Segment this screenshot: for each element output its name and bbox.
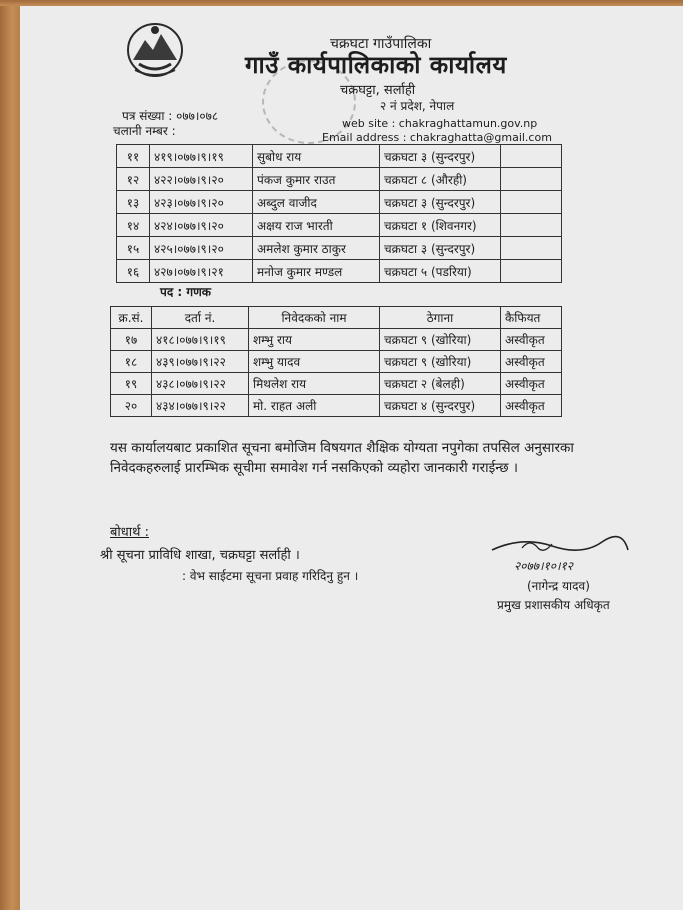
address-cell: चक्रघटा १ (शिवनगर): [380, 214, 501, 237]
notice-paragraph: यस कार्यालयबाट प्रकाशित सूचना बमोजिम विषयगत शैक्षिक योग्यता नपुगेका तपसिल अनुसारका निवेदकहरुलाई प्रारम्भिक सूचीमा समावेश गर्न नसकिएको व्यहोरा जानकारी गराईन्छ ।: [110, 440, 574, 476]
letter-reference-number: पत्र संख्या : ०७७।०७८: [122, 109, 219, 123]
serial-cell: १४: [117, 214, 150, 237]
address-cell: चक्रघटा ३ (सुन्दरपुर): [380, 237, 501, 260]
registration-cell: ४२४।०७७।९।२०: [150, 214, 253, 237]
remarks-cell: [501, 214, 562, 237]
table-row: [117, 260, 562, 283]
column-header-address: ठेगाना: [380, 307, 501, 329]
signatory-name: (नागेन्द्र यादव): [527, 579, 590, 593]
address-cell: चक्रघटा ९ (खोरिया): [380, 329, 501, 351]
applicants-table-continued: [116, 144, 562, 283]
serial-cell: १६: [117, 260, 150, 283]
office-name-small: चक्रघटा गाउँपालिका: [330, 36, 432, 52]
applicants-table-accountant: [110, 306, 562, 417]
cc-instruction: : वेभ साईटमा सूचना प्रवाह गरिदिनु हुन ।: [182, 569, 359, 583]
registration-cell: ४२३।०७७।९।२०: [150, 191, 253, 214]
registration-cell: ४१९।०७७।९।१९: [150, 145, 253, 168]
remarks-cell: अस्वीकृत: [501, 351, 562, 373]
cc-recipient: श्री सूचना प्राविधि शाखा, चक्रघट्टा सर्लाही ।: [100, 548, 300, 563]
remarks-cell: अस्वीकृत: [501, 395, 562, 417]
table-surface: [0, 0, 20, 910]
table-row: [117, 145, 562, 168]
applicant-name-cell: सुबोध राय: [253, 145, 380, 168]
registration-cell: ४१८।०७७।९।१९: [152, 329, 249, 351]
table-row: [111, 351, 562, 373]
applicant-name-cell: शम्भु यादव: [249, 351, 380, 373]
serial-cell: १५: [117, 237, 150, 260]
post-label: पद : गणक: [160, 285, 211, 299]
registration-cell: ४३८।०७७।९।२२: [152, 373, 249, 395]
remarks-cell: [501, 237, 562, 260]
column-header-applicant-name: निवेदकको नाम: [249, 307, 380, 329]
remarks-cell: [501, 145, 562, 168]
office-address: चक्रघट्टा, सर्लाही: [340, 83, 416, 98]
applicant-name-cell: अक्षय राज भारती: [253, 214, 380, 237]
office-website: web site : chakraghattamun.gov.np: [342, 117, 538, 130]
address-cell: चक्रघटा ९ (खोरिया): [380, 351, 501, 373]
applicant-name-cell: अब्दुल वाजीद: [253, 191, 380, 214]
serial-cell: १८: [111, 351, 152, 373]
registration-cell: ४३४।०७७।९।२२: [152, 395, 249, 417]
registration-cell: ४३९।०७७।९।२२: [152, 351, 249, 373]
column-header-registration: दर्ता नं.: [152, 307, 249, 329]
table-row: [117, 237, 562, 260]
address-cell: चक्रघटा ५ (पडरिया): [380, 260, 501, 283]
serial-cell: २०: [111, 395, 152, 417]
serial-cell: १३: [117, 191, 150, 214]
serial-cell: १७: [111, 329, 152, 351]
remarks-cell: अस्वीकृत: [501, 373, 562, 395]
table-row: [117, 214, 562, 237]
registration-cell: ४२२।०७७।९।२०: [150, 168, 253, 191]
table-row: [111, 329, 562, 351]
serial-cell: १२: [117, 168, 150, 191]
table-row: [111, 373, 562, 395]
signatory-title: प्रमुख प्रशासकीय अधिकृत: [497, 598, 610, 612]
table-row: [117, 168, 562, 191]
applicant-name-cell: अमलेश कुमार ठाकुर: [253, 237, 380, 260]
column-header-remarks: कैफियत: [501, 307, 562, 329]
address-cell: चक्रघटा २ (बेलही): [380, 373, 501, 395]
address-cell: चक्रघटा ४ (सुन्दरपुर): [380, 395, 501, 417]
office-name-title: गाउँ कार्यपालिकाको कार्यालय: [245, 51, 507, 79]
applicant-name-cell: मिथलेश राय: [249, 373, 380, 395]
address-cell: चक्रघटा ३ (सुन्दरपुर): [380, 191, 501, 214]
address-cell: चक्रघटा ८ (औरही): [380, 168, 501, 191]
remarks-cell: अस्वीकृत: [501, 329, 562, 351]
cc-label: बोधार्थ :: [110, 525, 149, 540]
dispatch-number-label: चलानी नम्बर :: [113, 124, 176, 138]
column-header-serial: क्र.सं.: [111, 307, 152, 329]
remarks-cell: [501, 191, 562, 214]
handwritten-signature: [482, 532, 632, 576]
table-row: [111, 395, 562, 417]
applicant-name-cell: पंकज कुमार राउत: [253, 168, 380, 191]
office-email: Email address : chakraghatta@gmail.com: [322, 131, 552, 144]
table-row: [117, 191, 562, 214]
applicant-name-cell: मनोज कुमार मण्डल: [253, 260, 380, 283]
applicant-name-cell: शम्भु राय: [249, 329, 380, 351]
table-header-row: [111, 307, 562, 329]
serial-cell: १९: [111, 373, 152, 395]
registration-cell: ४२७।०७७।९।२१: [150, 260, 253, 283]
signature-date: २०७७।१०।१२: [514, 559, 574, 573]
nepal-emblem-logo-icon: [125, 20, 185, 82]
remarks-cell: [501, 260, 562, 283]
office-province: २ नं प्रदेश, नेपाल: [380, 99, 455, 113]
registration-cell: ४२५।०७७।९।२०: [150, 237, 253, 260]
serial-cell: ११: [117, 145, 150, 168]
remarks-cell: [501, 168, 562, 191]
address-cell: चक्रघटा ३ (सुन्दरपुर): [380, 145, 501, 168]
applicant-name-cell: मो. राहत अली: [249, 395, 380, 417]
